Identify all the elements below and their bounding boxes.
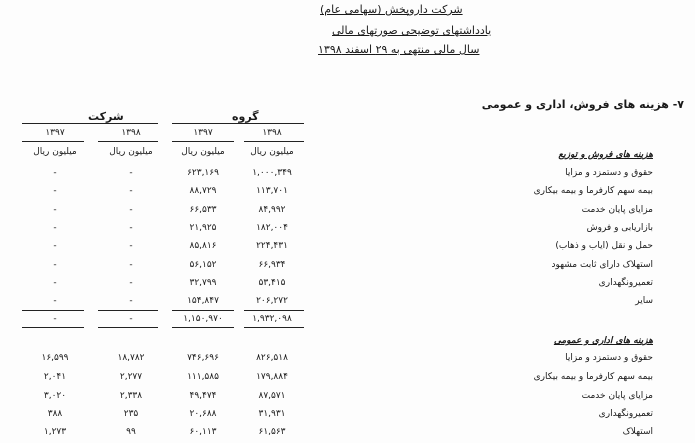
cell-company-1397: ۲,۰۴۱	[43, 372, 67, 382]
cell-company-1398: -	[129, 168, 133, 178]
total-rule	[172, 310, 234, 311]
selling-category-title: هزینه های فروش و توزیع	[558, 150, 653, 160]
cell-company-1398: -	[129, 241, 133, 251]
cell-company-1397: ۳۸۸	[47, 409, 63, 419]
row-label: مزایای پایان خدمت	[581, 391, 653, 401]
row-label: استهلاک	[622, 427, 653, 437]
company-heading: شرکت	[88, 110, 124, 123]
cell-company-1398: ۲,۳۳۸	[119, 391, 143, 401]
cell-company-1398: -	[129, 186, 133, 196]
total-rule	[98, 310, 158, 311]
cell-company-1397: ۱۶,۵۹۹	[41, 353, 69, 363]
cell-company-1397: -	[53, 278, 57, 288]
cell-company-1397: ۳,۰۲۰	[43, 391, 67, 401]
total-company-1398: -	[129, 314, 133, 324]
total-underline	[172, 327, 234, 328]
row-label: استهلاک دارای ثابت مشهود	[551, 260, 653, 270]
cell-company-1397: -	[53, 168, 57, 178]
year-rule-c98	[98, 141, 158, 142]
row-label: بازاریابی و فروش	[586, 223, 653, 233]
section-title: ۷- هزینه های فروش، اداری و عمومی	[481, 98, 684, 111]
cell-group-1397: ۶۰,۱۱۳	[189, 427, 217, 437]
total-group-1397: ۱,۱۵۰,۹۷۰	[183, 314, 223, 324]
total-company-1397: -	[53, 314, 57, 324]
cell-company-1398: ۲۳۵	[123, 409, 139, 419]
cell-group-1398: ۳۱,۹۳۱	[258, 409, 286, 419]
row-label: حقوق و دستمزد و مزایا	[565, 168, 653, 178]
cell-company-1397: -	[53, 186, 57, 196]
year-group-1398: ۱۳۹۸	[262, 128, 282, 138]
cell-group-1398: ۱۸۲,۰۰۴	[256, 223, 288, 233]
year-group-1397: ۱۳۹۷	[193, 128, 213, 138]
cell-group-1398: ۶۱,۵۶۳	[258, 427, 286, 437]
year-rule-c97	[22, 141, 84, 142]
cell-company-1397: ۱,۲۷۳	[43, 427, 67, 437]
year-company-1397: ۱۳۹۷	[45, 128, 65, 138]
unit-label: میلیون ریال	[109, 147, 153, 157]
row-label: بیمه سهم کارفرما و بیمه بیکاری	[533, 186, 653, 196]
row-label: مزایای پایان خدمت	[581, 205, 653, 215]
total-group-1398: ۱,۹۳۲,۰۹۸	[252, 314, 292, 324]
row-label: تعمیرونگهداری	[598, 409, 653, 419]
total-underline	[22, 327, 84, 328]
row-label: سایر	[635, 296, 653, 306]
cell-group-1397: ۶۲۳,۱۶۹	[187, 168, 219, 178]
cell-company-1398: ۹۹	[126, 427, 136, 437]
cell-company-1397: -	[53, 241, 57, 251]
cell-company-1398: -	[129, 260, 133, 270]
cell-group-1398: ۸۴,۹۹۲	[258, 205, 286, 215]
company-rule	[22, 123, 158, 124]
cell-group-1397: ۵۶,۱۵۲	[189, 260, 217, 270]
cell-group-1397: ۲۰,۶۸۸	[189, 409, 217, 419]
company-name: شرکت داروپخش (سهامی عام)	[320, 3, 463, 16]
cell-company-1398: -	[129, 205, 133, 215]
cell-company-1397: -	[53, 205, 57, 215]
period-title: سال مالی منتهی به ۲۹ اسفند ۱۳۹۸	[318, 43, 480, 56]
cell-group-1397: ۴۹,۴۷۴	[189, 391, 217, 401]
cell-company-1397: -	[53, 296, 57, 306]
year-company-1398: ۱۳۹۸	[121, 128, 141, 138]
admin-category-title: هزینه های اداری و عمومی	[553, 336, 653, 346]
cell-group-1398: ۱۱۳,۷۰۱	[256, 186, 288, 196]
cell-group-1398: ۵۳,۴۱۵	[258, 278, 286, 288]
total-underline	[98, 327, 158, 328]
cell-group-1398: ۸۲۶,۵۱۸	[256, 353, 288, 363]
cell-group-1398: ۲۲۴,۴۳۱	[256, 241, 288, 251]
group-heading: گروه	[232, 110, 259, 123]
cell-group-1397: ۶۶,۵۳۳	[189, 205, 217, 215]
cell-group-1398: ۲۰۶,۲۷۲	[256, 296, 288, 306]
row-label: تعمیرونگهداری	[598, 278, 653, 288]
cell-company-1398: -	[129, 278, 133, 288]
cell-company-1397: -	[53, 260, 57, 270]
total-underline	[244, 327, 304, 328]
unit-label: میلیون ریال	[33, 147, 77, 157]
year-rule-g97	[172, 141, 234, 142]
unit-label: میلیون ریال	[181, 147, 225, 157]
row-label: بیمه سهم کارفرما و بیمه بیکاری	[533, 372, 653, 382]
year-rule-g98	[244, 141, 304, 142]
cell-company-1398: ۱۸,۷۸۲	[117, 353, 145, 363]
cell-group-1398: ۶۶,۹۳۴	[258, 260, 286, 270]
notes-title: یادداشتهای توضیحی صورتهای مالی	[332, 24, 492, 37]
cell-group-1397: ۱۱۱,۵۸۵	[187, 372, 219, 382]
cell-group-1398: ۱۷۹,۸۸۴	[256, 372, 288, 382]
group-rule	[172, 123, 304, 124]
cell-company-1398: -	[129, 296, 133, 306]
total-rule	[244, 310, 304, 311]
unit-label: میلیون ریال	[250, 147, 294, 157]
cell-group-1397: ۱۵۴,۸۴۷	[187, 296, 219, 306]
cell-group-1397: ۳۲,۷۹۹	[189, 278, 217, 288]
cell-group-1397: ۷۴۶,۶۹۶	[187, 353, 219, 363]
cell-company-1397: -	[53, 223, 57, 233]
row-label: حمل و نقل (ایاب و ذهاب)	[555, 241, 653, 251]
total-rule	[22, 310, 84, 311]
row-label: حقوق و دستمزد و مزایا	[565, 353, 653, 363]
cell-group-1397: ۲۱,۹۲۵	[189, 223, 217, 233]
cell-group-1398: ۸۷,۵۷۱	[258, 391, 286, 401]
cell-group-1397: ۸۸,۷۲۹	[189, 186, 217, 196]
cell-group-1397: ۸۵,۸۱۶	[189, 241, 217, 251]
cell-company-1398: ۲,۲۷۷	[119, 372, 143, 382]
cell-company-1398: -	[129, 223, 133, 233]
cell-group-1398: ۱,۰۰۰,۳۴۹	[252, 168, 292, 178]
